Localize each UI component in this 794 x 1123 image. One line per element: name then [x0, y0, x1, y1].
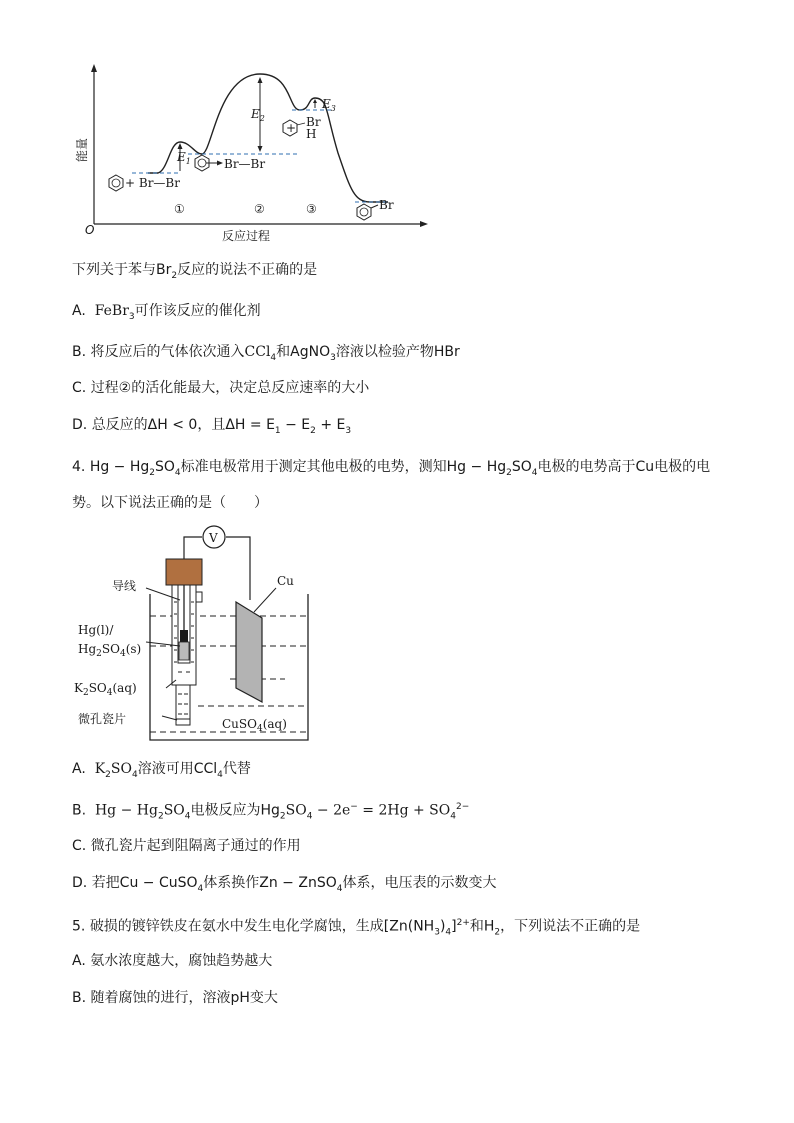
q4-sub: 4 [174, 467, 181, 478]
option-text: SO [163, 802, 185, 819]
option-text: 溶液以检验产物HBr [335, 344, 460, 360]
option-sup: 2− [456, 802, 470, 812]
q5-sub: 3 [434, 927, 440, 938]
option-text: 若把Cu − CuSO [91, 875, 198, 891]
q3-stem-b: 反应的说法不正确的是 [177, 262, 318, 278]
hg-label-line1: Hg(l)/ [78, 623, 114, 637]
product-label: Br [379, 198, 394, 212]
option-sub: 4 [306, 811, 313, 822]
benzene-complex-ring-icon [198, 159, 206, 167]
q5-option-b[interactable] [72, 989, 278, 1007]
benzene-icon [109, 175, 123, 191]
option-text: = 2Hg + SO [357, 802, 451, 819]
q3-stem [72, 261, 317, 285]
option-text: + E [315, 417, 346, 433]
k2so4-label: $K_2SO_4(aq)$ [74, 681, 137, 698]
q5-sup: 2+ [456, 918, 470, 928]
cell-diagram [70, 522, 330, 747]
q4-option-a[interactable] [72, 760, 251, 784]
option-text: Hg − Hg [94, 802, 158, 819]
intermediate-h: H [306, 127, 317, 141]
q5-text: 破损的镀锌铁皮在氨水中发生电化学腐蚀，生成[Zn(NH [89, 918, 435, 935]
label-e2: $E_2$ [251, 107, 265, 123]
option-prefix: C. [72, 838, 87, 854]
bromobenzene-ring-icon [360, 208, 368, 216]
hg-label-line2: $Hg_2SO_4(s)$ [78, 642, 142, 659]
option-sub: 4 [131, 769, 138, 780]
pointer-frit [162, 716, 177, 720]
q3-option-b[interactable] [72, 343, 460, 367]
option-prefix: A. [72, 761, 86, 777]
cu-electrode [236, 602, 262, 702]
option-sub: 3 [128, 311, 135, 322]
option-text: 随着腐蚀的进行，溶液pH变大 [90, 990, 278, 1006]
q4-text: SO [511, 459, 532, 475]
option-prefix: D. [72, 417, 88, 433]
bromobenzene-icon [357, 204, 371, 220]
q4-sub: 2 [149, 467, 156, 478]
option-prefix: D. [72, 875, 88, 891]
q5-sub: 2 [494, 927, 501, 938]
option-sub: 4 [184, 811, 191, 822]
q5-number: 5. [72, 918, 86, 935]
q5-stem [72, 914, 640, 941]
q3-option-c[interactable] [72, 379, 369, 397]
option-sub: 4 [197, 883, 204, 894]
intermediate-bond [297, 123, 305, 125]
energy-curve [148, 74, 388, 202]
option-sub: 2 [279, 811, 286, 822]
q4-option-c[interactable] [72, 837, 301, 855]
q4-stem-line1 [72, 458, 710, 482]
voltmeter-label: V [209, 531, 218, 545]
q5-text: ，下列说法不正确的是 [500, 918, 641, 935]
option-sub: 4 [450, 811, 456, 822]
option-text: SO [110, 761, 132, 777]
option-text: 体系，电压表的示数变大 [342, 875, 497, 891]
benzene-ring-icon [112, 179, 120, 187]
q3-stem-sub: 2 [171, 270, 178, 281]
complex-label: Br—Br [224, 157, 266, 171]
option-text: 氨水浓度越大，腐蚀趋势越大 [90, 953, 273, 969]
option-sub: 2 [105, 769, 111, 780]
energy-diagram [70, 58, 440, 248]
q5-sub: 4 [445, 927, 452, 938]
product-bond [371, 205, 378, 208]
x-axis-arrow [420, 221, 428, 227]
q4-text: 电极的电势高于Cu电极的电 [537, 459, 711, 475]
q3-option-a[interactable] [72, 302, 261, 326]
step-1: ① [174, 202, 185, 216]
y-axis-arrow [91, 64, 97, 72]
option-text: − E [280, 417, 311, 433]
cu-pointer [254, 588, 276, 612]
option-text: 电极反应为Hg [190, 802, 280, 819]
e1-arrowhead [178, 143, 183, 149]
option-text: CCl [244, 344, 271, 360]
q4-text: Hg − Hg [89, 459, 150, 475]
e3-arrowhead [313, 99, 317, 103]
cuso4-label: CuSO$_4$(aq) [222, 717, 287, 734]
q4-option-d[interactable] [72, 874, 496, 898]
hg2so4-layer [179, 642, 189, 660]
q5-text: ] [451, 918, 457, 935]
option-prefix: B. [72, 802, 87, 819]
option-text: SO [285, 802, 307, 819]
q5-text: 和H [469, 918, 495, 935]
option-text: 代替 [222, 761, 251, 777]
option-text: 体系换作Zn − ZnSO [203, 875, 337, 891]
option-sub: 3 [330, 352, 336, 363]
plus-icon: + [286, 121, 297, 135]
e2-arrowhead-bottom [258, 146, 263, 152]
frit-label: 微孔瓷片 [78, 712, 127, 726]
q4-sub: 2 [506, 467, 512, 478]
q4-number: 4. [72, 459, 86, 475]
option-sub: 2 [157, 811, 164, 822]
option-text: K [94, 761, 106, 777]
hg-paste [180, 630, 188, 642]
label-e3: $E_3$ [322, 97, 336, 113]
option-text: 和AgNO [276, 344, 331, 360]
option-sup: − [350, 802, 358, 812]
cu-label: Cu [277, 574, 294, 588]
q4-text: 标准电极常用于测定其他电极的电势，测知Hg − Hg [180, 459, 507, 475]
y-axis-label: 能量 [75, 137, 89, 162]
complex-arrowhead [217, 161, 223, 166]
option-text: 过程②的活化能最大，决定总反应速率的大小 [90, 380, 370, 396]
option-sub: 2 [310, 425, 316, 436]
q4-sub: 4 [531, 467, 538, 478]
q5-option-a[interactable] [72, 952, 272, 970]
option-prefix: A. [72, 953, 86, 969]
electrode-cap [166, 559, 202, 585]
option-text: 可作该反应的催化剂 [134, 303, 261, 319]
option-text: − 2e [312, 802, 351, 819]
step-2: ② [254, 202, 265, 216]
option-prefix: B. [72, 990, 87, 1006]
option-text: FeBr [94, 303, 129, 319]
e2-arrowhead-top [258, 77, 263, 83]
option-sub: 1 [274, 425, 281, 436]
q5-text: ) [439, 918, 446, 935]
side-arm [196, 592, 202, 602]
q4-option-b[interactable] [72, 798, 469, 825]
step-3: ③ [306, 202, 317, 216]
option-sub: 4 [336, 883, 343, 894]
q3-stem-a: 下列关于苯与Br [72, 262, 172, 278]
option-text: 微孔瓷片起到阻隔离子通过的作用 [90, 838, 301, 854]
q4-text: SO [155, 459, 175, 475]
option-text: 总反应的ΔH < 0，且ΔH = E [91, 417, 275, 433]
option-prefix: C. [72, 380, 87, 396]
label-e1: $E_1$ [177, 150, 191, 166]
x-axis-label: 反应过程 [222, 229, 271, 243]
option-prefix: A. [72, 303, 86, 319]
origin-label: O [85, 223, 95, 237]
option-text: 溶液可用CCl [137, 761, 218, 777]
q4-stem-line2: 势。以下说法正确的是（ ） [72, 495, 268, 511]
option-prefix: B. [72, 344, 87, 360]
option-sub: 3 [345, 425, 352, 436]
reactants-label: + Br—Br [125, 176, 180, 190]
option-sub: 4 [217, 769, 223, 780]
q3-option-d[interactable] [72, 416, 351, 440]
wire-label: 导线 [112, 579, 137, 593]
intermediate-br: Br [306, 115, 321, 129]
option-text: 将反应后的气体依次通入 [90, 344, 245, 360]
option-sub: 4 [270, 352, 277, 363]
